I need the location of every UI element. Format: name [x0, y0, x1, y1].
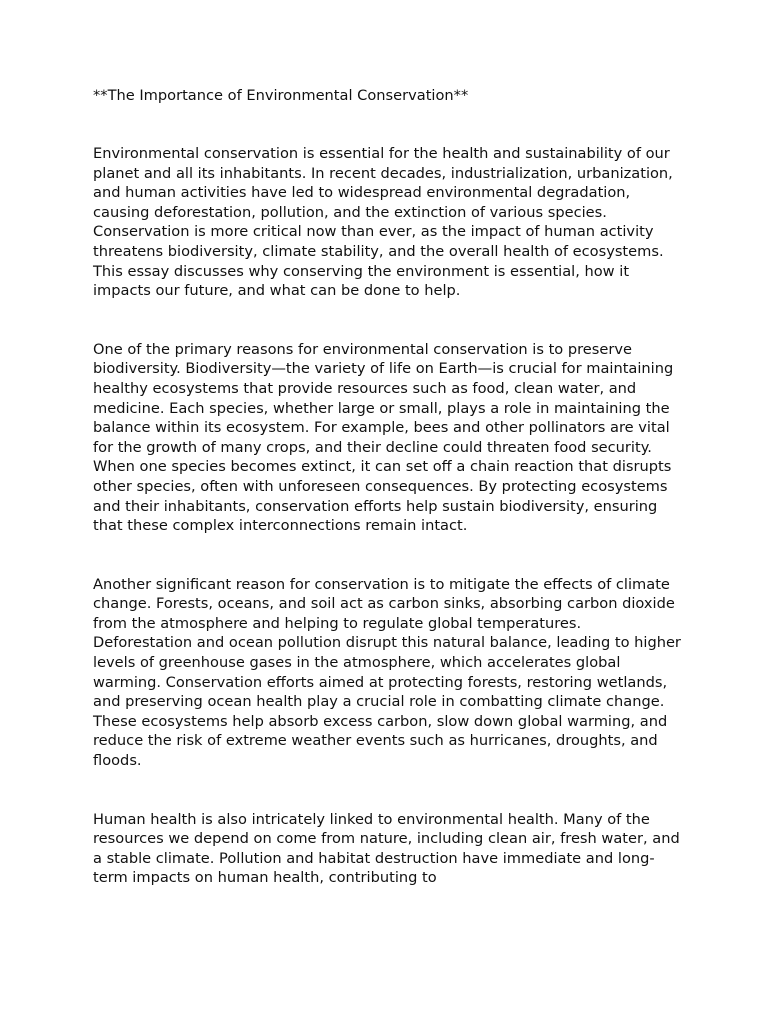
paragraph-biodiversity: One of the primary reasons for environmental conservation is to preserve biodiversity. Biodiversity—the variety of life on Earth—is crucial for maintaining healthy ecosystems that provide resources such as food, clean water, and medicine. Each species, whether large or small, plays a role in maintaining the balance within its ecosystem. For example, bees and other pollinators are vital for the growth of many crops, and their decline could threaten food security. When one species becomes extinct, it can set off a chain reaction that disrupts other species, often with unforeseen consequences. By protecting ecosystems and their inhabitants, conservation efforts help sustain biodiversity, ensuring that these complex interconnections remain intact. [93, 340, 674, 535]
paragraph-introduction: Environmental conservation is essential for the health and sustainability of our planet and all its inhabitants. In recent decades, industrialization, urbanization, and human activities have led to widespread environmental degradation, causing deforestation, pollution, and the extinction of various species. Conservation is more critical now than ever, as the impact of human activity threatens biodiversity, climate stability, and the overall health of ecosystems. This essay discusses why conserving the environment is essential, how it impacts our future, and what can be done to help. [93, 145, 673, 300]
document-page [93, 86, 683, 888]
document-title: **The Importance of Environmental Conservation** [93, 87, 469, 104]
paragraph-human-health: Human health is also intricately linked to environmental health. Many of the resources we depend on come from nature, including clean air, fresh water, and a stable climate. Pollution and habitat destruction have immediate and long-term impacts on human health, contributing to [93, 810, 680, 887]
paragraph-climate-change: Another significant reason for conservation is to mitigate the effects of climate change. Forests, oceans, and soil act as carbon sinks, absorbing carbon dioxide from the atmosphere and helping to regulate global temperatures. Deforestation and ocean pollution disrupt this natural balance, leading to higher levels of greenhouse gases in the atmosphere, which accelerates global warming. Conservation efforts aimed at protecting forests, restoring wetlands, and preserving ocean health play a crucial role in combatting climate change. These ecosystems help absorb excess carbon, slow down global warming, and reduce the risk of extreme weather events such as hurricanes, droughts, and floods. [93, 575, 681, 770]
